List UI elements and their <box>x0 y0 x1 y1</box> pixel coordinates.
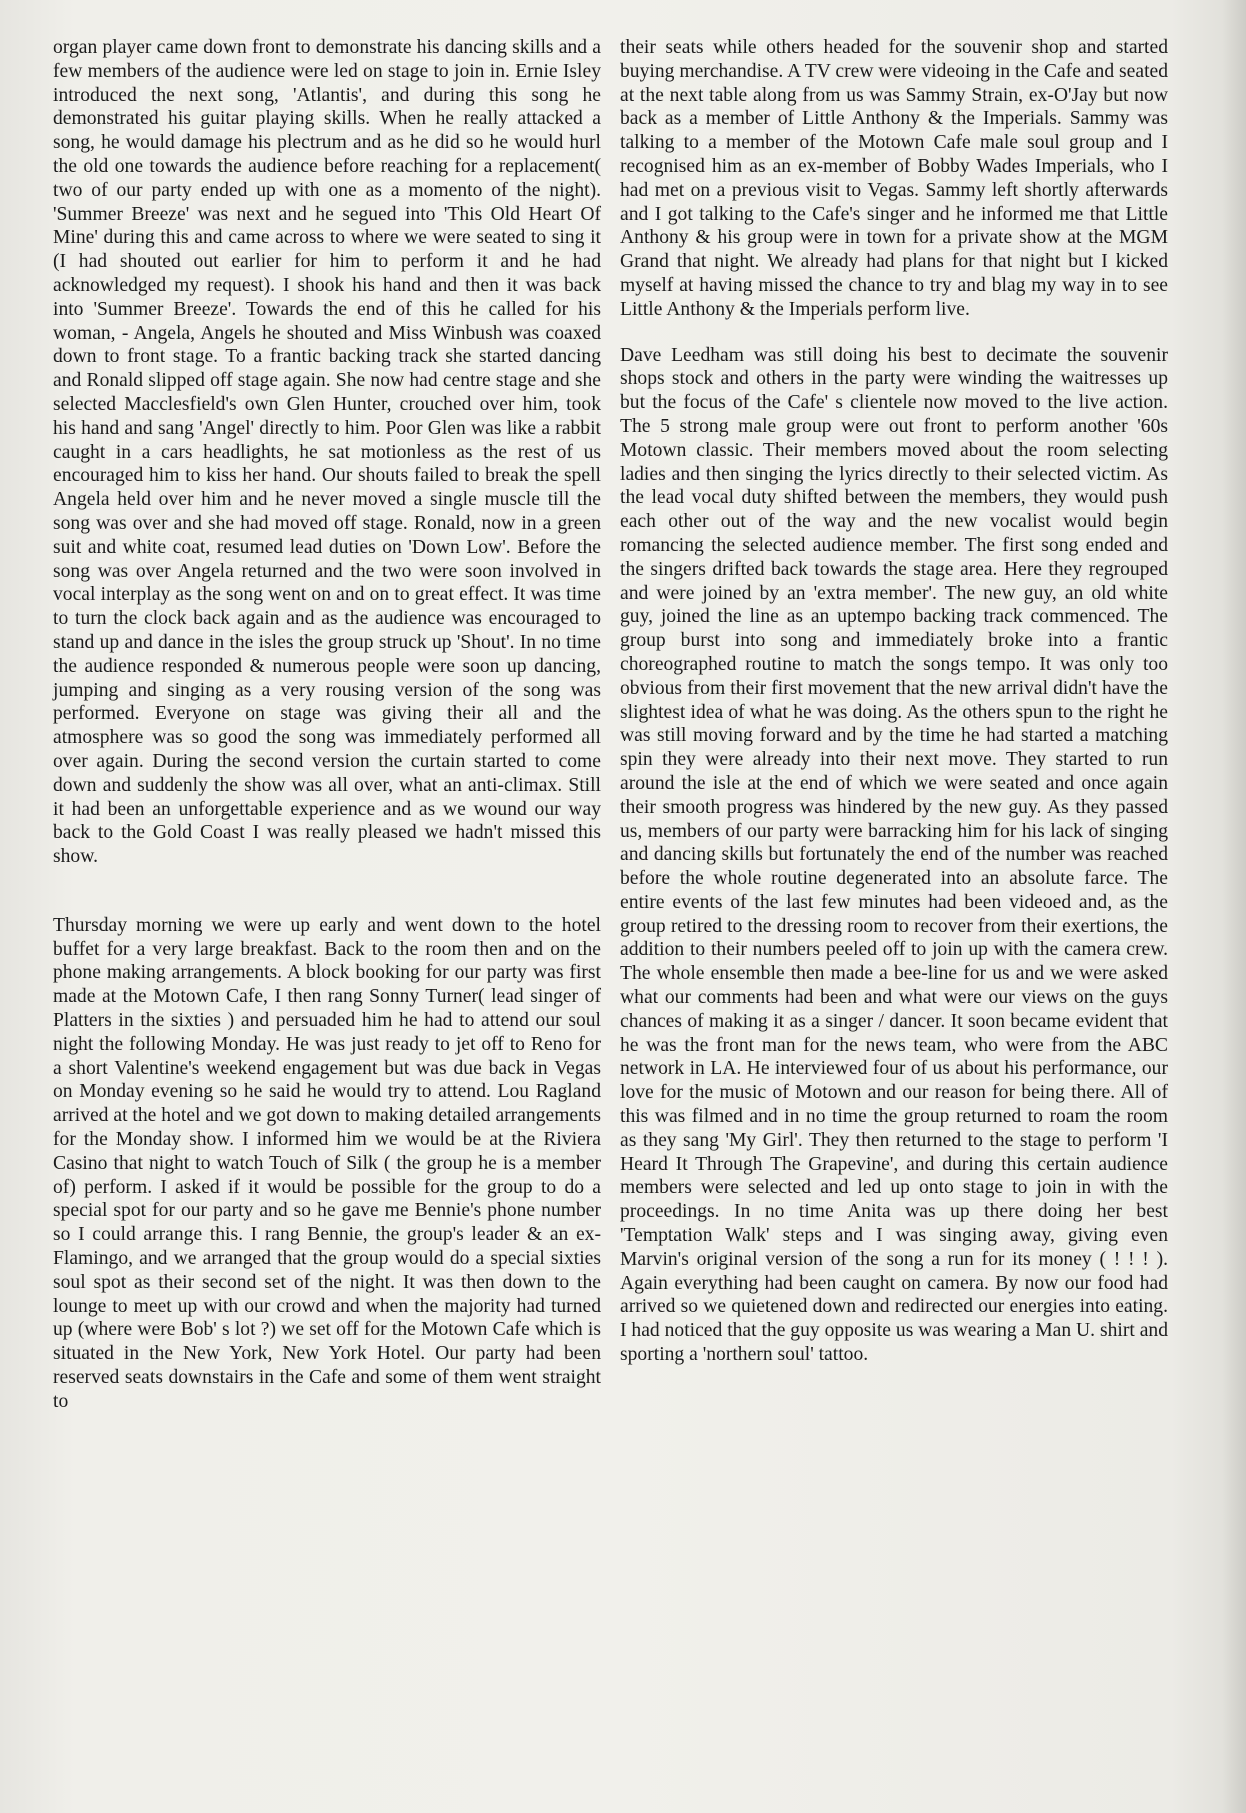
right-text-column <box>620 36 1168 1367</box>
left-paragraph-2: Thursday morning we were up early and went down to the hotel buffet for a very large breakfast. Back to the room then and on the phone making arrangements. A block booking for our party was first made at the Motown Cafe, I then rang Sonny Turner( lead singer of Platters in the sixties ) and persuaded him he had to attend our soul night the following Monday. He was just ready to jet off to Reno for a short Valentine's weekend engagement but was due back in Vegas on Monday evening so he said he would try to attend. Lou Ragland arrived at the hotel and we got down to making detailed arrangements for the Monday show. I informed him we would be at the Riviera Casino that night to watch Touch of Silk ( the group he is a member of) perform. I asked if it would be possible for the group to do a special spot for our party and so he gave me Bennie's phone number so I could arrange this. I rang Bennie, the group's leader & an ex-Flamingo, and we arranged that the group would do a special sixties soul spot as their second set of the night. It was then down to the lounge to meet up with our crowd and when the majority had turned up (where were Bob' s lot ?) we set off for the Motown Cafe which is situated in the New York, New York Hotel. Our party had been reserved seats downstairs in the Cafe and some of them went straight to <box>53 914 601 1412</box>
left-paragraph-1: organ player came down front to demonstrate his dancing skills and a few members of the audience were led on stage to join in. Ernie Isley introduced the next song, 'Atlantis', and during this song he demonstrated his guitar playing skills. When he really attacked a song, he would damage his plectrum and as he did so he would hurl the old one towards the audience before reaching for a replacement( two of our party ended up with one as a momento of the night). 'Summer Breeze' was next and he segued into 'This Old Heart Of Mine' during this and came across to where we were seated to sing it (I had shouted out earlier for him to perform it and he had acknowledged my request). I shook his hand and then it was back into 'Summer Breeze'. Towards the end of this he called for his woman, - Angela, Angels he shouted and Miss Winbush was coaxed down to front stage. To a frantic backing track she started dancing and Ronald slipped off stage again. She now had centre stage and she selected Macclesfield's own Glen Hunter, crouched over him, took his hand and sang 'Angel' directly to him. Poor Glen was like a rabbit caught in a cars headlights, he sat motionless as the rest of us encouraged him to kiss her hand. Our shouts failed to break the spell Angela held over him and he never moved a single muscle till the song was over and she had moved off stage. Ronald, now in a green suit and white coat, resumed lead duties on 'Down Low'. Before the song was over Angela returned and the two were soon involved in vocal interplay as the song went on and on to great effect. It was time to turn the clock back again and as the audience was encouraged to stand up and dance in the isles the group struck up 'Shout'. In no time the audience responded & numerous people were soon up dancing, jumping and singing as a very rousing version of the song was performed. Everyone on stage was giving their all and the atmosphere was so good the song was immediately performed all over again. During the second version the curtain started to come down and suddenly the show was all over, what an anti-climax. Still it had been an unforgettable experience and as we wound our way back to the Gold Coast I was really pleased we hadn't missed this show. <box>53 37 601 868</box>
right-paragraph-1: their seats while others headed for the souvenir shop and started buying merchandise. A TV crew were videoing in the Cafe and seated at the next table along from us was Sammy Strain, ex-O'Jay but now back as a member of Little Anthony & the Imperials. Sammy was talking to a member of the Motown Cafe male soul group and I recognised him as an ex-member of Bobby Wades Imperials, who I had met on a previous visit to Vegas. Sammy left shortly afterwards and I got talking to the Cafe's singer and he informed me that Little Anthony & his group were in town for a private show at the MGM Grand that night. We already had plans for that night but I kicked myself at having missed the chance to try and blag my way in to see Little Anthony & the Imperials perform live. <box>620 37 1168 320</box>
left-text-column <box>53 36 601 1414</box>
page-edge-shadow <box>1222 0 1246 1813</box>
right-paragraph-2: Dave Leedham was still doing his best to decimate the souvenir shops stock and others in the party were winding the waitresses up but the focus of the Cafe' s clientele now moved to the live action. The 5 strong male group were out front to perform another '60s Motown classic. Their members moved about the room selecting ladies and then singing the lyrics directly to their selected victim. As the lead vocal duty shifted between the members, they would push each other out of the way and the new vocalist would begin romancing the selected audience member. The first song ended and the singers drifted back towards the stage area. Here they regrouped and were joined by an 'extra member'. The new guy, an old white guy, joined the line as an uptempo backing track commenced. The group burst into song and immediately broke into a frantic choreographed routine to match the songs tempo. It was only too obvious from their first movement that the new arrival didn't have the slightest idea of what he was doing. As the others spun to the right he was still moving forward and by the time he had started a matching spin they were already into their next move. They started to run around the isle at the end of which we were seated and once again their smooth progress was hindered by the new guy. As they passed us, members of our party were barracking him for his lack of singing and dancing skills but fortunately the end of the number was reached before the whole routine degenerated into an absolute farce. The entire events of the last few minutes had been videoed and, as the group retired to the dressing room to recover from their exertions, the addition to their numbers peeled off to join up with the camera crew. The whole ensemble then made a bee-line for us and we were asked what our comments had been and what were our views on the guys chances of making it as a singer / dancer. It soon became evident that he was the front man for the news team, who were from the ABC network in LA. He interviewed four of us about his performance, our love for the music of Motown and our reason for being there. All of this was filmed and in no time the group returned to roam the room as they sang 'My Girl'. They then returned to the stage to perform 'I Heard It Through The Grapevine', and during this certain audience members were selected and led up onto stage to join in with the proceedings. In no time Anita was up there doing her best 'Temptation Walk' steps and I was singing away, giving even Marvin's original version of the song a run for its money ( ! ! ! ). Again everything had been caught on camera. By now our food had arrived so we quietened down and redirected our energies into eating. I had noticed that the guy opposite us was wearing a Man U. shirt and sporting a 'northern soul' tattoo. <box>620 344 1168 1366</box>
